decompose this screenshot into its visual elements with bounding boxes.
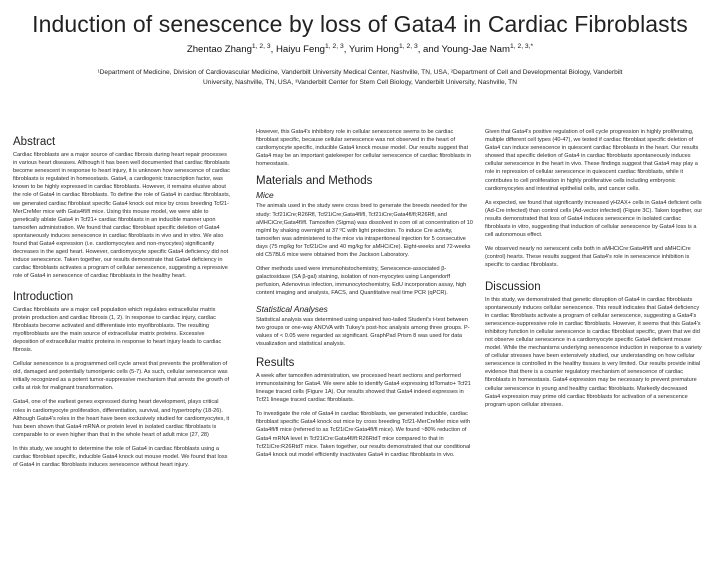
introduction-paragraph: Cellular senescence is a programmed cell cycle arrest that prevents the proliferation of old, damaged and potentially tumorigenic cells (5-7). As such, cellular senescence was initially recognized as a potent tumor-suppressive mechanism that arrests the growth of cells at risk for malignant transformation.	[13, 361, 230, 392]
methods-heading: Materials and Methods	[256, 175, 373, 188]
discussion-text: In this study, we demonstrated that genetic disruption of Gata4 in cardiac fibroblasts spontaneously induces cellular senescence. This result indicates that Gata4 deficiency in cardiac fibroblasts activate a program of cellular senescence, suggesting a Gata4's senescence-suppressive role in cardiac fibroblasts. However, it seems that this Gata4's inhibitory function in cellular senescence is cardiac fibroblast specific, given that we did not observe cellular senescence in a cardiomyocyte specific Gata4 deficient mouse model. While the mechanisms underlying senescence induction in response to a variety of cellular stresses have been extensively studied, our understanding on how cellular senescence is controlled in the healthy tissues is very limited. Our results provide initial evidence that there is a counter regulatory mechanism of senescence of cardiac fibroblasts in homeostasis. Gata4 expression may be necessary to prevent premature cellular senescence in young and healthy cardiac fibroblasts. Markedly decreased Gata4 expression may prime old cardiac fibroblasts for activation of a senescence program upon cellular stresses.	[485, 296, 702, 408]
stats-subheading: Statistical Analyses	[256, 303, 328, 314]
abstract-text: Cardiac fibroblasts are a major source of cardiac fibrosis during heart repair processes in various heart diseases. Although it has been well documented that cardiac fibroblasts become senescent in response to heart injury, it is unknown how senescence of cardiac fibroblasts is regulated in homeostasis. Gata4, a cardiogenic transcription factor, was known to be highly expressed in cardiac fibroblasts. However, it remains elusive about the role of Gata4 in cardiac fibroblasts. To define the role of Gata4 in cardiac fibroblasts, we generated cardiac fibroblast specific Gata4 knock out mice by cross breeding Tcf21-MerCreMer mice with Gata4fl/fl mice. Using this mouse model, we were able to genetically ablate Gata4 in Tcf21+ cardiac fibroblasts in an inducible manner upon tamoxifen administration. We found that cardiac fibroblast specific deletion of Gata4 spontaneously induces senescence in cardiac fibroblasts in vivo and in vitro. We also found that Gata4 expression (i.e. cardiomyocytes and non-myocytes) significantly decreases in the aged heart. However, cardiomyocyte specific Gata4 deficiency did not induce senescence. Taken together, our results demonstrate that Gata4 deficiency in cardiac fibroblasts activates a program of cellular senescence, suggesting a repressive role of Gata4 in senescence of cardiac fibroblasts in the healthy heart.	[13, 152, 231, 280]
mice-subheading: Mice	[256, 190, 274, 201]
results-heading: Results	[256, 356, 295, 369]
results-paragraph: A week after tamoxifen administration, we processed heart sections and performed immunostaining for Gata4. We were able to identify Gata4 expressing tdTomato+ Tcf21 lineage traced cells (Figure 1A). Our results showed that Gata4 indeed expresses in Tcf21 lineage traced cardiac fibroblasts.	[256, 372, 471, 404]
affiliations: ¹Department of Medicine, Division of Cardiovascular Medicine, Vanderbilt University Medical Center, Nashville, TN, USA, ²Department of Cell and Developmental Biology, Vanderbilt University, Nashville, TN, USA, ³Vanderbilt Center for Stem Cell Biology, Vanderbilt University, Nashville, TN	[97, 69, 623, 86]
stats-paragraph: Statistical analysis was determined using unpaired two-tailed Student's t-test between two groups or one-way ANOVA with Tukey's post-hoc analysis among three groups. P-values of < 0.05 were regarded as significant. GraphPad Prism 8 was used for data visualization and statistical analysis.	[256, 316, 470, 347]
author-name: Yurim Hong	[348, 44, 399, 55]
author-affil-marker: 1, 2, 3	[251, 42, 271, 50]
introduction-paragraph: Gata4, one of the earliest genes expressed during heart development, plays critical roles in cardiomyocyte proliferation, differentiation, survival, and hypertrophy (18-26). Although Gata4's roles in the heart have been exclusively studied for cardiomyocytes, it has been shown that Gata4 mRNA or protein level in isolated cardiac fibroblasts is comparable to or even higher than that in the whole heart of adult mice (27, 28)	[13, 399, 230, 438]
introduction-heading: Introduction	[13, 290, 74, 303]
abstract-heading: Abstract	[13, 136, 56, 148]
author-name: Haiyu Feng	[275, 44, 326, 55]
results-paragraph: Given that Gata4's positive regulation of cell cycle progression in highly proliferating, multiple different cell types (40-47), we tested if cardiac fibroblast specific deletion of Gata4 can induce senescence in quiescent cardiac fibroblasts in the heart. Our results showed that specific deletion of Gata4 in cardiac fibroblasts spontaneously induces cellular senescence in the heart in vivo. These findings suggest that Gata4 may play a role in repression of cellular senescence in quiescent cardiac fibroblasts, while it contributes to cell proliferation in highly proliferative cells including embryonic cardiomyocytes and intestinal epithelial cells, and cancer cells.	[485, 129, 699, 192]
author-line: Zhentao Zhang$^{1, 2, 3}$, Haiyu Feng$^{1, 2, 3}$, Yurim Hong$^{1, 2, 3}$, and Young-Jae Nam$^{1, 2, 3,*}$	[186, 42, 534, 55]
methods-paragraph: Other methods used were immunohistochemistry, Senescence-associated β-galactosidase (SA β-gal) staining, isolation of non-myocytes using Langendorff perfusion, Adenovirus infection, immunocytochemistry, EdU incorporation assay, high content imaging and analysis, FACS, and Quantitative real time PCR (qPCR).	[256, 266, 467, 297]
author-affil-marker: 1, 2, 3	[399, 42, 418, 50]
introduction-paragraph: In this study, we sought to determine the role of Gata4 in cardiac fibroblasts using a cardiac fibroblast specific, inducible Gata4 knock out mouse model. We found that loss of Gata4 in cardiac fibroblasts induces senescence without heart injury.	[13, 445, 228, 469]
author-affil-marker: 1, 2, 3,*	[509, 42, 534, 50]
introduction-continued: However, this Gata4's inhibitory role in cellular senescence seems to be cardiac fibroblast specific, because cellular senescence was not observed in the heart of cardiomyocyte specific, inducible Gata4 knock mouse model. Our results suggest that Gata4 may be an important gatekeeper for cellular senescence of cardiac fibroblasts in homeostasis.	[256, 129, 471, 168]
author-name: Young-Jae Nam	[441, 44, 510, 55]
column-right	[485, 128, 703, 415]
introduction-paragraph: Cardiac fibroblasts are a major cell population which regulates extracellular matrix protein production and cardiac fibrosis (1, 2). In response to cardiac injury, cardiac fibroblasts become activated and differentiate into myofibroblasts. The resulting myofibroblasts are the main source of extracellular matrix proteins. Excessive deposition of extracellular matrix proteins in response to heart injury leads to cardiac fibrosis.	[13, 306, 222, 353]
results-paragraph: We observed nearly no senescent cells both in aMHCiCre:Gata4fl/fl and aMHCiCre (control) hearts. These results suggest that Gata4's role in senescence inhibition is specific to cardiac fibroblasts.	[485, 246, 691, 269]
column-left	[13, 135, 231, 475]
poster-title: Induction of senescence by loss of Gata4 in Cardiac Fibroblasts	[32, 11, 688, 37]
author-affil-marker: 1, 2, 3	[325, 42, 344, 50]
author-name: Zhentao Zhang	[186, 44, 252, 55]
results-paragraph: As expected, we found that significantly increased γH2AX+ cells in Gata4 deficient cells (Ad-Cre infected) than control cells (Ad-vector infected) (Figure 3C). Taken together, our results demonstrated that loss of Gata4 induces senescence in isolated cardiac fibroblasts in vitro, suggesting that induction of cellular senescence by Gata4 loss is a cell autonomous effect.	[485, 199, 703, 239]
methods-paragraph: The animals used in the study were cross bred to generate the breeds needed for the study: Tcf21iCre;R26Rfl, Tcf21iCre;Gata4fl/fl, Tcf21iCre;Gata4fl/fl;R26Rfl, and aMHCiCre;Gata4fl/fl. Tamoxifen (Sigma) was dissolved in corn oil at concentration of 10 mg/ml by shaking overnight at 37 ºC with light protection. To induce Cre activity, tamoxifen was administered to the mice via intraperitoneal injection for 5 consecutive days (75 mg/kg for Tcf21iCre and 40 mg/kg for aMHCiCre). Eight-weeks and 72-weeks old C57BL6 mice were obtained from the Jackson Laboratory.	[256, 203, 473, 259]
column-middle	[256, 128, 474, 465]
results-paragraph: To investigate the role of Gata4 in cardiac fibroblasts, we generated inducible, cardiac fibroblast specific Gata4 knock out mice by cross breeding Tcf21-MerCreMer mice with Gata4fl/fl mice (referred to as Tcf21iCre:Gata4fl/fl mice). We found ~80% reduction of Gata4 mRNA level in Tcf21iCre:Gata4fl/fl:R26RtdT mice compared to that in Tcf21iCre:R26RtdT mice. Taken together, our results demonstrated that our conditional Gata4 knock out model efficiently inactivates Gata4 in cardiac fibroblasts in vivo.	[256, 411, 471, 458]
discussion-heading: Discussion	[485, 280, 541, 293]
